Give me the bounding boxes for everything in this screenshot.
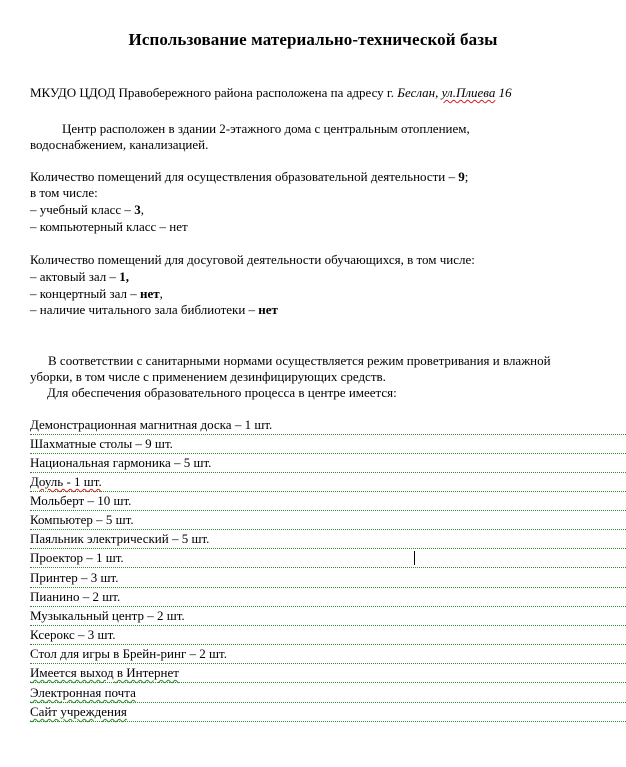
equipment-item: Шахматные столы – 9 шт. bbox=[30, 435, 626, 454]
document-title: Использование материально-технической базы bbox=[128, 30, 498, 49]
equipment-item: Сайт учреждения bbox=[30, 703, 626, 722]
equipment-item: Ксерокс – 3 шт. bbox=[30, 626, 626, 645]
edu-including: в том числе: bbox=[30, 185, 98, 200]
address-city: Беслан, bbox=[397, 85, 442, 100]
edu-computer-class: – компьютерный класс – нет bbox=[30, 219, 188, 234]
sanitary-line-1: В соответствии с санитарными нормами осуществляется режим проветривания и влажной bbox=[48, 353, 551, 368]
equipment-item: Музыкальный центр – 2 шт. bbox=[30, 607, 626, 626]
address-paragraph bbox=[30, 84, 512, 101]
equipment-item: Стол для игры в Брейн-ринг – 2 шт. bbox=[30, 645, 626, 664]
leisure-library-text: – наличие читального зала библиотеки – bbox=[30, 302, 259, 317]
leisure-count-line: Количество помещений для досуговой деятельности обучающихся, в том числе: bbox=[30, 252, 475, 267]
edu-classroom-line bbox=[30, 201, 144, 218]
equipment-intro: Для обеспечения образовательного процесса в центре имеется: bbox=[47, 385, 397, 400]
leisure-library-value: нет bbox=[258, 302, 278, 317]
address-street: ул.Плиева bbox=[441, 85, 496, 100]
edu-classroom-text: – учебный класс – bbox=[30, 202, 135, 217]
equipment-item: Проектор – 1 шт. bbox=[30, 549, 626, 568]
equipment-item: Паяльник электрический – 5 шт. bbox=[30, 530, 626, 549]
edu-classroom-tail: , bbox=[140, 202, 144, 217]
building-line-1: Центр расположен в здании 2-этажного дома с центральным отоплением, bbox=[62, 121, 470, 136]
edu-count-line bbox=[30, 168, 468, 185]
edu-count-tail: ; bbox=[464, 169, 469, 184]
equipment-item: Доуль - 1 шт. bbox=[30, 473, 626, 492]
leisure-concert-text: – концертный зал – bbox=[30, 286, 141, 301]
leisure-library-line bbox=[30, 301, 278, 318]
edu-classroom-value: 3 bbox=[134, 202, 141, 217]
leisure-concert-tail: , bbox=[159, 286, 163, 301]
address-prefix: МКУДО ЦДОД Правобережного района расположена па адресу г. bbox=[30, 85, 398, 100]
equipment-item: Пианино – 2 шт. bbox=[30, 588, 626, 607]
address-number: 16 bbox=[495, 85, 512, 100]
equipment-item: Национальная гармоника – 5 шт. bbox=[30, 454, 626, 473]
equipment-item: Мольберт – 10 шт. bbox=[30, 492, 626, 511]
sanitary-line-2: уборки, в том числе с применением дезинфицирующих средств. bbox=[30, 369, 386, 384]
leisure-concert-line bbox=[30, 285, 163, 302]
leisure-hall-text: – актовый зал – bbox=[30, 269, 120, 284]
equipment-item: Принтер – 3 шт. bbox=[30, 569, 626, 588]
building-line-2: водоснабжением, канализацией. bbox=[30, 137, 209, 152]
text-cursor bbox=[414, 551, 415, 565]
leisure-hall-value: 1, bbox=[119, 269, 130, 284]
edu-count-text: Количество помещений для осуществления образовательной деятельности – bbox=[30, 169, 459, 184]
equipment-item: Компьютер – 5 шт. bbox=[30, 511, 626, 530]
equipment-item: Электронная почта bbox=[30, 684, 626, 703]
equipment-item: Имеется выход в Интернет bbox=[30, 664, 626, 683]
leisure-hall-line bbox=[30, 268, 129, 285]
edu-count-value: 9 bbox=[458, 169, 465, 184]
leisure-concert-value: нет bbox=[140, 286, 160, 301]
equipment-item: Демонстрационная магнитная доска – 1 шт. bbox=[30, 416, 626, 435]
